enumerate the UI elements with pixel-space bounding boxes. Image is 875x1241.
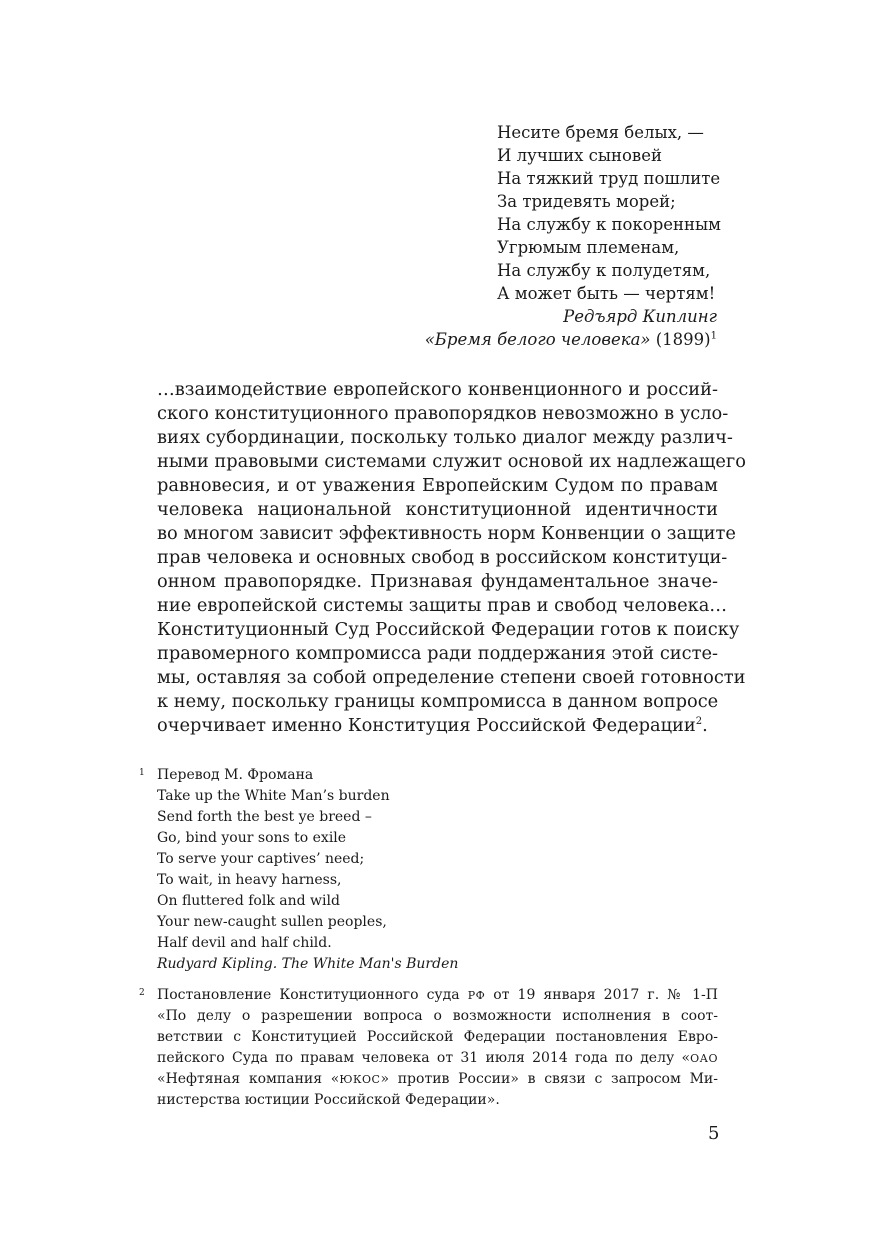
footnote-text: » против России» в связи с запросом Ми- — [380, 1071, 718, 1087]
quote-line: прав человека и основных свобод в российском конституци- — [157, 547, 728, 568]
epigraph-year: (1899) — [655, 330, 711, 349]
footnote-line: Your new-caught sullen peoples, — [157, 914, 387, 930]
footnote-abbr-rf: РФ — [467, 989, 486, 1002]
footnote-line: Take up the White Man’s burden — [157, 788, 390, 804]
footnote-line — [157, 1069, 718, 1090]
footnote-text: Постановление Конституционного суда — [157, 987, 468, 1003]
poem-line: За тридевять морей; — [497, 192, 676, 211]
poem-line: На тяжкий труд пошлите — [497, 169, 721, 188]
footnote-text: от 19 января 2017 г. № 1-П — [485, 987, 718, 1003]
footnotes — [136, 765, 718, 1111]
quote-line: человека национальной конституционной идентичности — [157, 499, 718, 520]
quote-line: к нему, поскольку границы компромисса в данном вопросе — [157, 691, 719, 712]
footnote-abbr-yukos: ЮКОС — [339, 1073, 381, 1086]
epigraph-poem — [497, 121, 721, 305]
poem-line: Угрюмым племенам, — [497, 238, 680, 257]
poem-line: А может быть — чертям! — [497, 284, 716, 303]
footnote-line: Send forth the best ye breed – — [157, 809, 372, 825]
quote-line: равновесия, и от уважения Европейским Судом по правам — [157, 475, 718, 496]
footnote-1 — [136, 765, 718, 975]
footnote-line: Перевод М. Фромана — [157, 767, 314, 783]
quote-last-line — [157, 714, 718, 738]
quote-line: онном правопорядке. Признавая фундаментальное значе- — [157, 571, 718, 592]
quote-end-punct: . — [702, 715, 708, 736]
quote-line: ние европейской системы защиты прав и свобод человека… — [157, 595, 728, 616]
quote-line: ского конституционного правопорядков невозможно в усло- — [157, 403, 729, 424]
footnote-1-number: 1 — [139, 768, 145, 778]
quote-line: очерчивает именно Конституция Российской Федерации — [157, 715, 696, 736]
footnote-line: On fluttered folk and wild — [157, 893, 340, 909]
quote-line: …взаимодействие европейского конвенционного и россий- — [157, 379, 718, 400]
page-number: 5 — [708, 1123, 720, 1144]
footnote-line — [157, 1048, 718, 1069]
quote-line: правомерного компромисса ради поддержания этой систе- — [157, 643, 718, 664]
footnote-text: «Нефтяная компания « — [157, 1071, 340, 1087]
quote-line: ными правовыми системами служит основой их надлежащего — [157, 451, 746, 472]
footnote-2 — [136, 985, 718, 1111]
quote-line: Конституционный Суд Российской Федерации готов к поиску — [157, 619, 740, 640]
footnote-ref-2[interactable]: 2 — [695, 716, 703, 728]
quote-line: виях субординации, поскольку только диалог между различ- — [157, 427, 733, 448]
footnote-line: нистерства юстиции Российской Федерации». — [157, 1092, 500, 1108]
epigraph-source — [425, 328, 717, 351]
poem-line: Несите бремя белых, — — [497, 123, 704, 142]
epigraph-attribution — [425, 305, 717, 351]
epigraph-author: Редъярд Киплинг — [563, 307, 717, 326]
quote-line: мы, оставляя за собой определение степени своей готовности — [157, 667, 746, 688]
main-quote — [157, 378, 746, 738]
epigraph-work-title: «Бремя белого человека» — [424, 330, 651, 349]
footnote-line: To serve your captives’ need; — [157, 851, 365, 867]
footnote-2-number: 2 — [139, 988, 145, 998]
footnote-ref-1[interactable]: 1 — [710, 330, 717, 342]
footnote-line: «По делу о разрешении вопроса о возможности исполнения в соот- — [157, 1008, 718, 1024]
footnote-abbr-oao: ОАО — [690, 1052, 718, 1065]
poem-line: На службу к покоренным — [497, 215, 721, 234]
poem-line: И лучших сыновей — [497, 146, 662, 165]
footnote-line — [157, 985, 718, 1006]
footnote-text: пейского Суда по правам человека от 31 июля 2014 года по делу « — [157, 1050, 691, 1066]
footnote-line: Go, bind your sons to exile — [157, 830, 347, 846]
quote-line: во многом зависит эффективность норм Конвенции о защите — [157, 523, 736, 544]
footnote-1-source: Rudyard Kipling. The White Man's Burden — [157, 956, 459, 972]
footnote-line: ветствии с Конституцией Российской Федерации постановления Евро- — [157, 1029, 718, 1045]
poem-line: На службу к полудетям, — [497, 261, 711, 280]
footnote-line: Half devil and half child. — [157, 935, 332, 951]
footnote-line: To wait, in heavy harness, — [157, 872, 342, 888]
